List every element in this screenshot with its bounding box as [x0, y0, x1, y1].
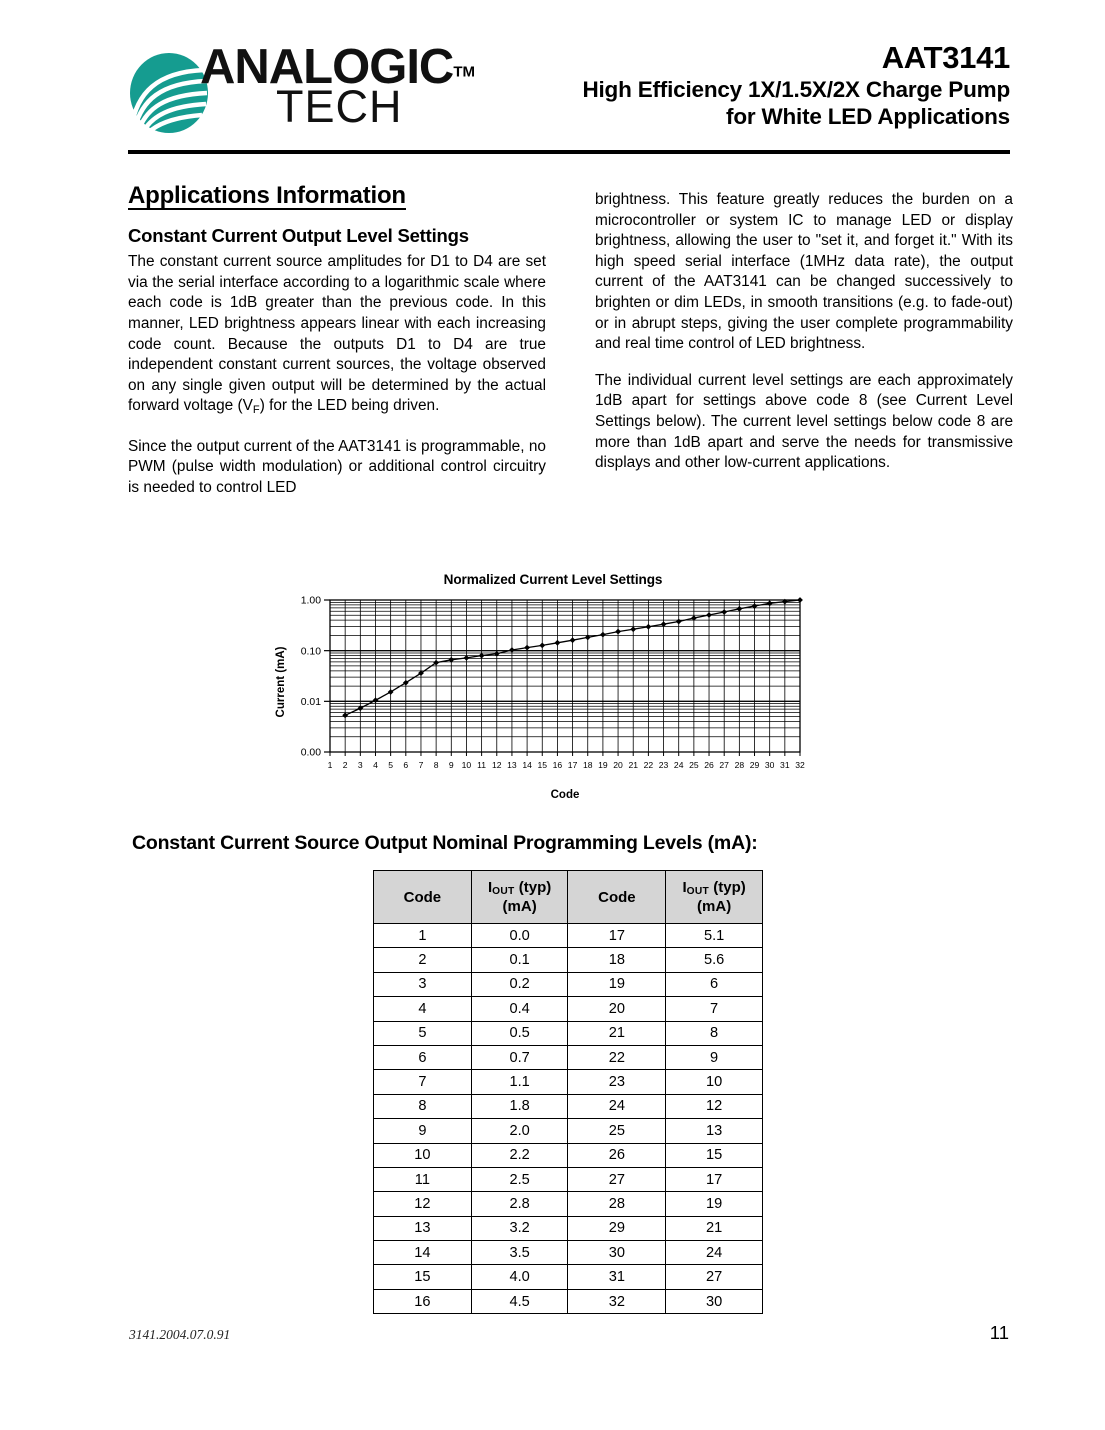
- cell-code: 13: [374, 1216, 472, 1240]
- cell-iout: 13: [666, 1119, 763, 1143]
- cell-iout: 7: [666, 997, 763, 1021]
- svg-text:1.00: 1.00: [300, 595, 321, 607]
- chart-y-axis-label: Current (mA): [275, 646, 287, 718]
- svg-text:2: 2: [342, 760, 348, 770]
- table-row: [374, 924, 763, 948]
- svg-text:17: 17: [567, 760, 578, 770]
- page-title: Applications Information: [128, 182, 406, 209]
- cell-iout: 17: [666, 1167, 763, 1191]
- chart-title: Normalized Current Level Settings: [443, 572, 663, 587]
- svg-text:27: 27: [719, 760, 729, 770]
- svg-text:20: 20: [613, 760, 623, 770]
- cell-code: 12: [374, 1192, 472, 1216]
- column-header-iout-2: [666, 871, 763, 924]
- cell-iout: 21: [666, 1216, 763, 1240]
- paragraph-part-b: ) for the LED being driven.: [259, 397, 440, 415]
- svg-text:15: 15: [537, 760, 548, 770]
- chart-gridlines: [330, 600, 800, 752]
- chart-canvas: [270, 590, 836, 804]
- cell-iout: 5.6: [666, 948, 763, 972]
- cell-iout: 4.0: [471, 1265, 568, 1289]
- cell-iout: 2.2: [471, 1143, 568, 1167]
- cell-code: 28: [568, 1192, 666, 1216]
- cell-code: 26: [568, 1143, 666, 1167]
- cell-iout: 3.2: [471, 1216, 568, 1240]
- cell-iout: 5.1: [666, 924, 763, 948]
- svg-text:19: 19: [598, 760, 608, 770]
- cell-code: 3: [374, 972, 472, 996]
- cell-iout: 0.2: [471, 972, 568, 996]
- svg-text:23: 23: [658, 760, 669, 770]
- cell-code: 20: [568, 997, 666, 1021]
- cell-code: 29: [568, 1216, 666, 1240]
- table-row: [374, 1119, 763, 1143]
- svg-text:21: 21: [628, 760, 639, 770]
- cell-iout: 15: [666, 1143, 763, 1167]
- cell-iout: 1.1: [471, 1070, 568, 1094]
- iout-i-1: I: [487, 879, 493, 897]
- cell-code: 8: [374, 1094, 472, 1118]
- left-text-column: [128, 182, 546, 498]
- cell-iout: 1.8: [471, 1094, 568, 1118]
- cell-iout: 4.5: [471, 1289, 568, 1313]
- svg-text:3: 3: [357, 760, 363, 770]
- svg-text:0.10: 0.10: [300, 646, 321, 658]
- svg-text:26: 26: [704, 760, 714, 770]
- svg-text:30: 30: [764, 760, 775, 770]
- cell-code: 2: [374, 948, 472, 972]
- cell-code: 9: [374, 1119, 472, 1143]
- table-row: [374, 1216, 763, 1240]
- paragraph-part-a: The constant current source amplitudes for D1 to D4 are set via the serial interface according to a logarithmic scale where each code is 1dB greater than the previous code. In this manner, LED brightness appears linear with each increasing code count. Because the outputs D1 to D4 are true independent constant current sources, the voltage observed on any single given output will be determined by the actual forward voltage (V: [128, 253, 546, 415]
- svg-text:22: 22: [643, 760, 654, 770]
- cell-iout: 12: [666, 1094, 763, 1118]
- subsection-title: Constant Current Output Level Settings: [128, 224, 469, 246]
- table-row: [374, 1021, 763, 1045]
- cell-code: 30: [568, 1241, 666, 1265]
- cell-code: 5: [374, 1021, 472, 1045]
- cell-iout: 30: [666, 1289, 763, 1313]
- cell-iout: 6: [666, 972, 763, 996]
- column-header-code-2: Code: [568, 871, 666, 924]
- svg-text:25: 25: [689, 760, 699, 770]
- cell-code: 31: [568, 1265, 666, 1289]
- cell-code: 18: [568, 948, 666, 972]
- cell-iout: 10: [666, 1070, 763, 1094]
- iout-typ-2: (typ): [709, 879, 746, 897]
- part-number: AAT3141: [881, 40, 1010, 75]
- product-title-line-1: High Efficiency 1X/1.5X/2X Charge Pump: [582, 77, 1010, 102]
- normalized-current-chart: [270, 572, 836, 804]
- paragraph-constant-current: [128, 252, 546, 421]
- page-header: [128, 40, 1010, 150]
- svg-text:18: 18: [582, 760, 593, 770]
- header-divider: [128, 150, 1010, 154]
- cell-iout: 2.0: [471, 1119, 568, 1143]
- cell-code: 4: [374, 997, 472, 1021]
- chart-plot-frame: [330, 600, 800, 752]
- analogic-logo-mark: [128, 52, 210, 134]
- table-body: [374, 924, 763, 1314]
- table-row: [374, 1070, 763, 1094]
- svg-text:12: 12: [491, 760, 502, 770]
- cell-iout: 0.4: [471, 997, 568, 1021]
- iout-sub-2: OUT: [686, 886, 710, 898]
- vf-subscript: F: [252, 404, 260, 417]
- svg-text:29: 29: [749, 760, 760, 770]
- svg-text:11: 11: [477, 760, 487, 770]
- cell-iout: 0.5: [471, 1021, 568, 1045]
- table-section-heading: Constant Current Source Output Nominal Programming Levels (mA):: [132, 832, 758, 854]
- iout-sub-1: OUT: [492, 886, 515, 898]
- cell-code: 17: [568, 924, 666, 948]
- cell-code: 24: [568, 1094, 666, 1118]
- logo-analogic-text: ANALOGIC: [200, 40, 454, 94]
- cell-iout: 27: [666, 1265, 763, 1289]
- cell-code: 16: [374, 1289, 472, 1313]
- svg-text:0.01: 0.01: [300, 696, 321, 708]
- cell-code: 27: [568, 1167, 666, 1191]
- table-row: [374, 1192, 763, 1216]
- chart-y-axis-ticks: [301, 596, 330, 759]
- table-row: [374, 948, 763, 972]
- paragraph-brightness: brightness. This feature greatly reduces the burden on a microcontroller or system IC to manage LED or display brightness, allowing the user to "set it, and forget it." With its high speed serial interface (1MHz data rate), the output current of the AAT3141 can be changed successively to brighten or dim LEDs, in smooth transitions (e.g. to fade-out) or in abrupt steps, giving the user complete programmability and real time control of LED brightness.: [595, 191, 1013, 353]
- cell-code: 10: [374, 1143, 472, 1167]
- cell-code: 25: [568, 1119, 666, 1143]
- cell-iout: 8: [666, 1021, 763, 1045]
- svg-text:28: 28: [734, 760, 745, 770]
- paragraph-level-settings: The individual current level settings are each approximately 1dB apart for settings above code 8 (see Current Level Settings below). The current level settings below code 8 are more than 1dB apart and serve the needs for transmissive displays and other low-current applications.: [595, 371, 1013, 472]
- programming-levels-table: [373, 870, 763, 1314]
- column-header-code-1: Code: [374, 871, 472, 924]
- cell-code: 22: [568, 1045, 666, 1069]
- svg-text:0.00: 0.00: [300, 747, 321, 759]
- cell-code: 23: [568, 1070, 666, 1094]
- svg-text:14: 14: [522, 760, 532, 770]
- column-header-iout-1: [471, 871, 568, 924]
- svg-text:4: 4: [373, 760, 378, 770]
- svg-text:8: 8: [433, 760, 439, 770]
- cell-iout: 2.5: [471, 1167, 568, 1191]
- table-row: [374, 1045, 763, 1069]
- svg-text:7: 7: [418, 760, 424, 770]
- cell-iout: 0.0: [471, 924, 568, 948]
- footer-page-number: 11: [989, 1322, 1009, 1343]
- svg-text:1: 1: [327, 760, 333, 770]
- svg-text:24: 24: [673, 760, 684, 770]
- table-row: [374, 1265, 763, 1289]
- cell-iout: 0.7: [471, 1045, 568, 1069]
- cell-code: 15: [374, 1265, 472, 1289]
- svg-text:31: 31: [780, 760, 790, 770]
- cell-iout: 0.1: [471, 948, 568, 972]
- svg-text:10: 10: [461, 760, 472, 770]
- cell-code: 32: [568, 1289, 666, 1313]
- svg-text:6: 6: [403, 760, 409, 770]
- chart-x-axis-label: Code: [550, 789, 580, 801]
- paragraph-programmable: Since the output current of the AAT3141 is programmable, no PWM (pulse width modulation) or additional control circuitry is needed to control LED: [128, 437, 546, 496]
- chart-x-axis-ticks: [328, 752, 805, 770]
- cell-code: 1: [374, 924, 472, 948]
- product-title-line-2: for White LED Applications: [726, 104, 1010, 129]
- table-row: [374, 1167, 763, 1191]
- header-title-block: [350, 40, 1010, 130]
- iout-i-2: I: [682, 879, 687, 897]
- cell-iout: 19: [666, 1192, 763, 1216]
- cell-iout: 24: [666, 1241, 763, 1265]
- table-row: [374, 1094, 763, 1118]
- cell-code: 7: [374, 1070, 472, 1094]
- table-row: [374, 1143, 763, 1167]
- cell-iout: 3.5: [471, 1241, 568, 1265]
- table-row: [374, 1289, 763, 1313]
- table-row: [374, 997, 763, 1021]
- table-row: [374, 972, 763, 996]
- svg-text:16: 16: [552, 760, 563, 770]
- iout-unit-1: (mA): [502, 897, 537, 915]
- cell-iout: 9: [666, 1045, 763, 1069]
- table-row: [374, 1241, 763, 1265]
- svg-text:13: 13: [507, 760, 517, 770]
- svg-text:5: 5: [388, 760, 394, 770]
- cell-code: 11: [374, 1167, 472, 1191]
- iout-typ-1: (typ): [514, 879, 552, 897]
- svg-text:9: 9: [448, 760, 454, 770]
- cell-code: 21: [568, 1021, 666, 1045]
- table-header-row: [374, 871, 763, 924]
- footer-document-code: 3141.2004.07.0.91: [129, 1327, 231, 1342]
- cell-code: 19: [568, 972, 666, 996]
- svg-text:32: 32: [795, 760, 805, 770]
- logo-tech-text: TECH: [276, 81, 403, 132]
- cell-code: 6: [374, 1045, 472, 1069]
- logo-trademark-symbol: TM: [453, 63, 475, 81]
- right-text-column: [595, 190, 1013, 474]
- iout-unit-2: (mA): [697, 897, 732, 915]
- cell-code: 14: [374, 1241, 472, 1265]
- cell-iout: 2.8: [471, 1192, 568, 1216]
